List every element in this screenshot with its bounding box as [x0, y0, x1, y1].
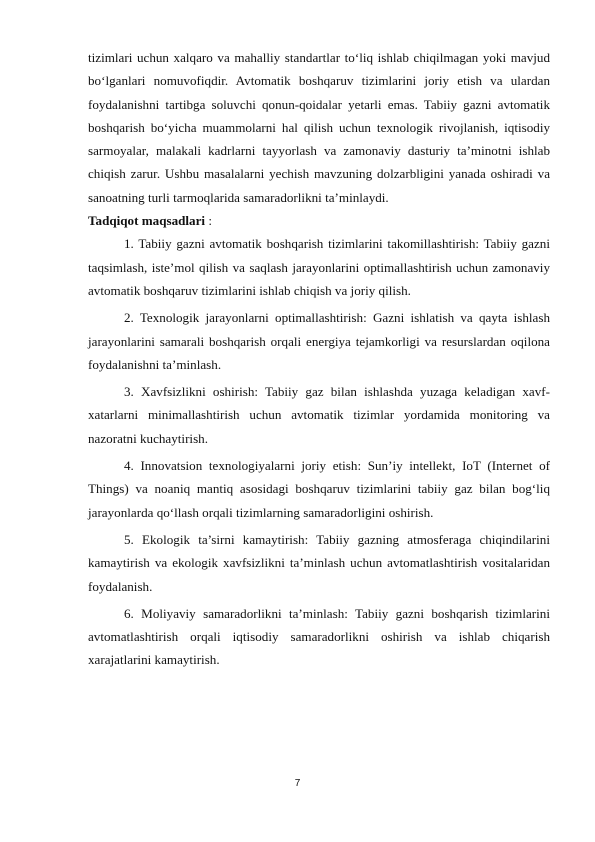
page-number: 7: [294, 778, 301, 789]
goal-item-2: 2. Texnologik jarayonlarni optimallashtirish: Gazni ishlatish va qayta ishlash jarayonlarini samarali boshqarish orqali energiya tejamkorligi va resurslardan oqilona foydalanishni ta’minlash.: [88, 310, 550, 372]
intro-paragraph: tizimlari uchun xalqaro va mahalliy standartlar to‘liq ishlab chiqilmagan yoki mavjud bo‘lganlari nomuvofiqdir. Avtomatik boshqaruv tizimlarini joriy etish va ulardan foydalanishni tartibga soluvchi qonun-qoidalar yetarli emas. Tabiiy gazni avtomatik boshqarish bo‘yicha muammolarni hal qilish uchun texnologik rivojlanish, iqtisodiy sarmoyalar, malakali kadrlarni tayyorlash va zamonaviy dasturiy ta’minotni ishlab chiqish zarur. Ushbu masalalarni yechish mavzuning dolzarbligini yanada oshiradi va sanoatning turli tarmoqlarida samaradorlikni ta’minlaydi.: [88, 50, 550, 205]
goal-item-5: 5. Ekologik ta’sirni kamaytirish: Tabiiy gazning atmosferaga chiqindilarini kamaytirish va ekologik xavfsizlikni ta’minlash uchun avtomatlashtirish vositalaridan foydalanish.: [88, 531, 550, 594]
goal-item-3: 3. Xavfsizlikni oshirish: Tabiiy gaz bilan ishlashda yuzaga keladigan xavf-xatarlarni minimallashtirish uchun avtomatik tizimlar yordamida monitoring va nazoratni kuchaytirish.: [88, 384, 550, 446]
document-page: [88, 46, 550, 672]
goal-item-1: 1. Tabiiy gazni avtomatik boshqarish tizimlarini takomillashtirish: Tabiiy gazni taqsimlash, iste’mol qilish va saqlash jarayonlarini optimallashtirish uchun zamonaviy avtomatik boshqaruv tizimlarini ishlab chiqish va joriy qilish.: [88, 236, 550, 298]
goal-item-6: 6. Moliyaviy samaradorlikni ta’minlash: Tabiiy gazni boshqarish tizimlarini avtomatlashtirish orqali iqtisodiy samaradorlikni oshirish va ishlab chiqarish xarajatlarini kamaytirish.: [88, 605, 550, 668]
goal-item-4: 4. Innovatsion texnologiyalarni joriy etish: Sun’iy intellekt, IoT (Internet of Things) va noaniq mantiq asosidagi boshqaruv tizimlarini tabiiy gaz bilan bog‘liq jarayonlarda qo‘llash orqali tizimlarning samaradorligini oshirish.: [88, 458, 550, 520]
section-heading: Tadqiqot maqsadlari: [88, 213, 206, 229]
section-heading-line: [88, 209, 550, 232]
section-heading-suffix: :: [205, 213, 212, 229]
